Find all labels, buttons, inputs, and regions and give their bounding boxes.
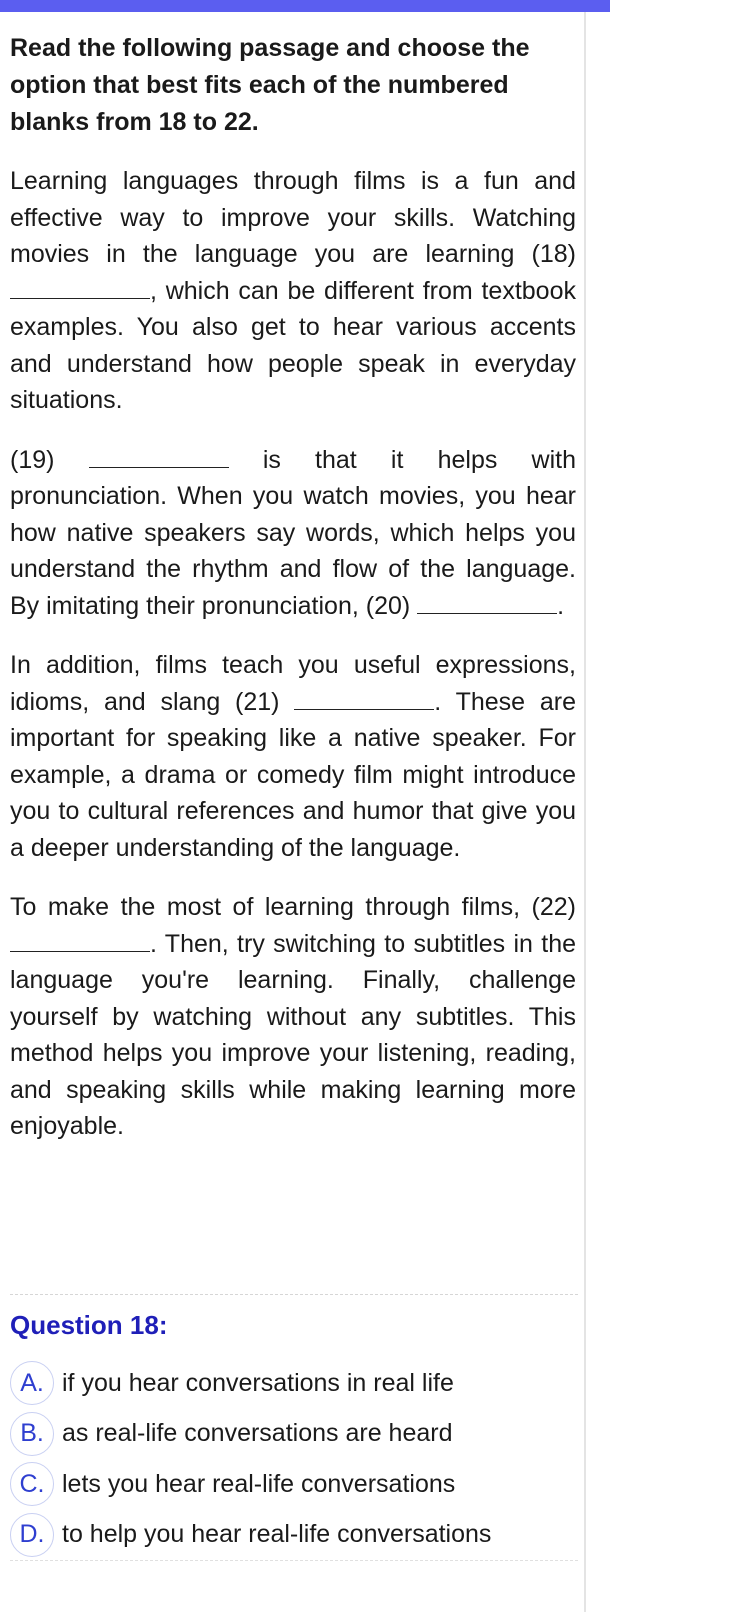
paragraph-text: To make the most of learning through films, (22) (10, 893, 576, 921)
option-text-c[interactable]: lets you hear real-life conversations (62, 1469, 456, 1498)
paragraph-text: In addition, films teach you useful expressions, idioms, and slang (21) (10, 651, 576, 716)
passage-paragraph-1 (10, 163, 576, 419)
panel-border (584, 12, 586, 1612)
option-text-d[interactable]: to help you hear real-life conversations (62, 1520, 492, 1549)
option-letter-d[interactable]: D. (10, 1513, 54, 1557)
instruction-text: Read the following passage and choose the option that best fits each of the numbered blanks from 18 to 22. (10, 34, 530, 136)
blank-22 (10, 931, 150, 952)
paragraph-text: . Then, try switching to subtitles in the language you're learning. Finally, challenge yourself by watching without any subtitles. This method helps you improve your listening, reading, and speaking skills while making learning more enjoyable. (10, 929, 576, 1140)
passage-content (10, 30, 576, 1168)
passage-paragraph-4 (10, 889, 576, 1145)
question-title: Question 18: (10, 1310, 168, 1340)
blank-18 (10, 278, 150, 299)
passage-paragraph-2 (10, 442, 576, 625)
option-letter-a[interactable]: A. (10, 1361, 54, 1405)
top-accent-bar (0, 0, 610, 12)
paragraph-text: . (557, 591, 565, 620)
blank-21 (294, 689, 434, 710)
option-text-b[interactable]: as real-life conversations are heard (62, 1419, 453, 1448)
paragraph-text: Learning languages through films is a fun and effective way to improve your skills. Watching movies in the language you are learning (18) (10, 167, 576, 268)
answer-options (10, 1358, 576, 1560)
paragraph-text: is that it helps with pronunciation. When you watch movies, you hear how native speakers say words, which helps you understand the rhythm and flow of the language. By imitating their pronunciation, (20) (10, 445, 576, 620)
option-b[interactable] (10, 1409, 576, 1460)
option-text-a[interactable]: if you hear conversations in real life (62, 1368, 454, 1397)
blank-20 (417, 593, 557, 614)
bottom-divider (10, 1560, 578, 1561)
option-letter-b[interactable]: B. (10, 1412, 54, 1456)
option-a[interactable] (10, 1358, 576, 1409)
paragraph-text: . These are important for speaking like a native speaker. For example, a drama or comedy film might introduce you to cultural references and humor that give you a deeper understanding of the language. (10, 687, 576, 862)
paragraph-text: , which can be different from textbook examples. You also get to hear various accents and understand how people speak in everyday situations. (10, 276, 576, 414)
paragraph-text: (19) (10, 445, 89, 474)
passage-paragraph-3 (10, 647, 576, 866)
blank-19 (89, 447, 229, 468)
option-d[interactable] (10, 1510, 576, 1561)
section-divider (10, 1294, 578, 1295)
option-c[interactable] (10, 1459, 576, 1510)
option-letter-c[interactable]: C. (10, 1462, 54, 1506)
